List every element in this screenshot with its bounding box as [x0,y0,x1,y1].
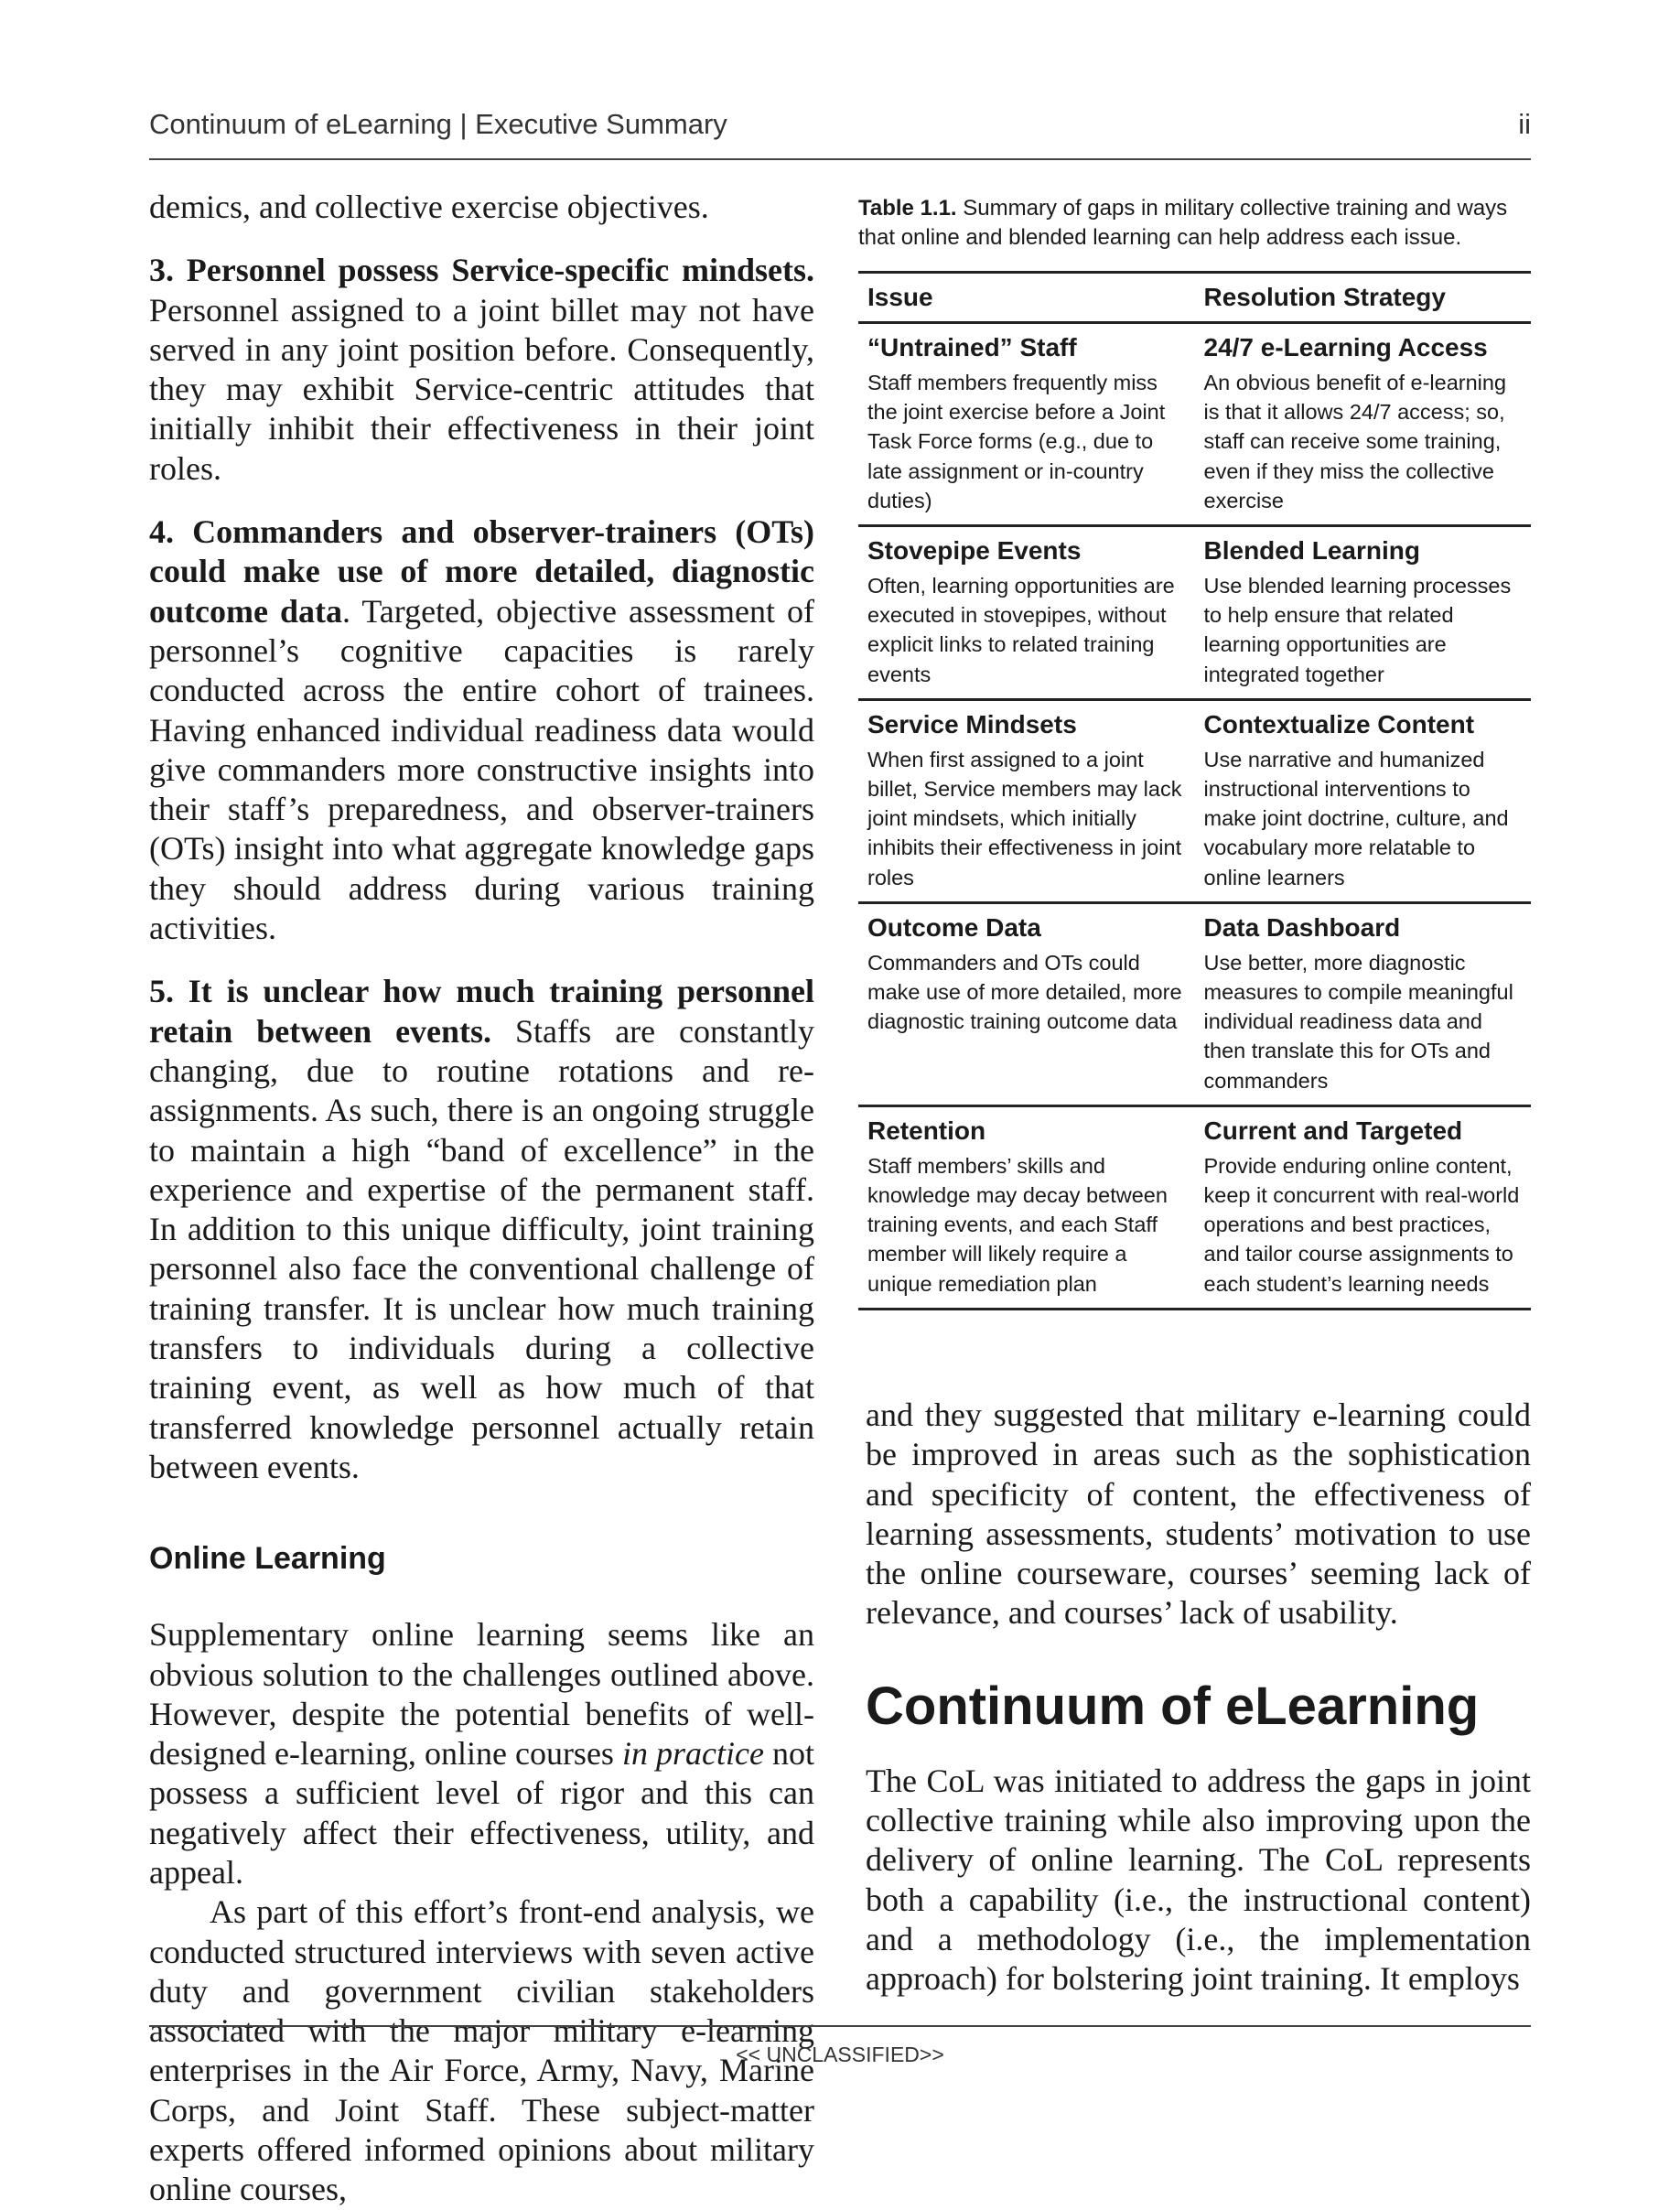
strategy-text: An obvious benefit of e-learning is that it allows 24/7 access; so, staff can receive some training, even if they miss the collective exercise [1203,371,1507,512]
footer-divider [149,2025,1531,2027]
issue-title: Stovepipe Events [867,536,1082,566]
column-header-strategy: Resolution Strategy [1203,283,1446,311]
gaps-table [858,271,1531,1310]
section-heading-online-learning: Online Learning [149,1541,386,1577]
paragraph-point-4 [149,512,814,948]
ol-text-b: not possess a sufficient level of rigor and this can negatively affect their effectiveness, utility, and appeal. [149,1735,814,1891]
paragraph-point-5 [149,972,814,1487]
issue-cell [858,902,1195,1105]
table-row [858,526,1531,700]
issue-title: Outcome Data [867,912,1041,942]
ol-text-a: Supplementary online learning seems like an obvious solution to the challenges outlined above. However, despite the potential benefits of well-designed e-learning, online courses [149,1616,814,1773]
page-header [149,108,1531,159]
page-number: ii [1518,108,1531,140]
paragraph-interviews-continued: and they suggested that military e-learning could be improved in areas such as the sophistication and specificity of content, the effectiveness of learning assessments, students’ motivation to use the online courseware, courses’ seeming lack of relevance, and courses’ lack of usability. [866,1396,1531,1632]
table-row [858,1105,1531,1309]
strategy-title: Current and Targeted [1203,1116,1463,1145]
issue-text: Staff members’ skills and knowledge may decay between training events, and each Staff member will likely require a unique remediation plan [867,1153,1168,1296]
point-4-heading: 4. Commanders and observer-trainers (OTs) could make use of more detailed, diagnostic outcome data [149,513,814,630]
strategy-cell [1195,526,1532,700]
issue-text: Staff members frequently miss the joint exercise before a Joint Task Force forms (e.g., due to late assignment or in-country duties) [867,371,1166,512]
point-3-heading: 3. Personnel possess Service-specific mindsets. [149,252,814,289]
table-row [858,699,1531,902]
paragraph-col-intro: The CoL was initiated to address the gaps in joint collective training while also improving upon the delivery of online learning. The CoL represents both a capability (i.e., the instructional content) and a methodology (i.e., the implementation approach) for bolstering joint training. It employs [866,1762,1531,1998]
strategy-text: Use better, more diagnostic measures to compile meaningful individual readiness data and then translate this for OTs and commanders [1203,950,1513,1093]
column-header-issue: Issue [867,283,933,311]
point-5-heading: 5. It is unclear how much training personnel retain between events. [149,973,814,1050]
left-column [149,188,814,2210]
table-caption [858,194,1531,253]
strategy-title: 24/7 e-Learning Access [1203,333,1488,361]
strategy-text: Use narrative and humanized instructional interventions to make joint doctrine, culture, and vocabulary more relatable to online learners [1203,747,1509,889]
section-heading-continuum: Continuum of eLearning [866,1676,1480,1736]
strategy-cell [1195,699,1532,902]
paragraph-point-3 [149,251,814,489]
strategy-title: Data Dashboard [1203,912,1401,942]
table-caption-text: Summary of gaps in military collective training and ways that online and blended learning can help address each issue. [858,196,1508,250]
paragraph-continuation: demics, and collective exercise objectives. [149,189,709,225]
issue-text: When first assigned to a joint billet, Service members may lack joint mindsets, which initially inhibits their effectiveness in joint roles [867,747,1182,889]
strategy-cell [1195,323,1532,526]
issue-cell [858,526,1195,700]
table-header-row [858,273,1531,323]
table-row [858,902,1531,1105]
paragraph-online-learning-1 [149,1615,814,1892]
issue-cell [858,323,1195,526]
issue-title: “Untrained” Staff [867,333,1077,361]
strategy-title: Contextualize Content [1203,709,1475,738]
point-3-text: Personnel assigned to a joint billet may not have served in any joint position before. Consequently, they may exhibit Service-centric attitudes that initially inhibit their effectiveness in their joint roles. [149,291,814,487]
classification-marking: << UNCLASSIFIED>> [736,2043,944,2066]
issue-text: Commanders and OTs could make use of more detailed, more diagnostic training outcome data [867,950,1182,1034]
running-title: Continuum of eLearning | Executive Summary [149,108,727,140]
ol-italic-text: in practice [621,1735,764,1773]
paragraph-online-learning-2: As part of this effort’s front-end analysis, we conducted structured interviews with seven active duty and government civilian stakeholders associated with the major military e-learning enterprises in the Air Force, Army, Navy, Marine Corps, and Joint Staff. These subject-matter experts offered informed opinions about military online courses, [149,1893,814,2208]
issue-cell [858,699,1195,902]
table-caption-label: Table 1.1. [858,196,957,221]
issue-title: Retention [867,1116,986,1145]
strategy-text: Use blended learning processes to help ensure that related learning opportunities are integrated together [1203,574,1512,686]
strategy-title: Blended Learning [1203,536,1420,566]
strategy-text: Provide enduring online content, keep it concurrent with real-world operations and best practices, and tailor course assignments to each student’s learning needs [1203,1153,1520,1296]
issue-text: Often, learning opportunities are executed in stovepipes, without explicit links to related training events [867,574,1175,686]
issue-cell [858,1105,1195,1309]
right-column [866,1396,1531,2000]
strategy-cell [1195,902,1532,1105]
point-4-text: . Targeted, objective assessment of personnel’s cognitive capacities is rarely conducted across the entire cohort of trainees. Having enhanced individual readiness data would give commanders more constructive insights into their staff’s preparedness, and observer-trainers (OTs) insight into what aggregate knowledge gaps they should address during various training activities. [149,592,814,947]
strategy-cell [1195,1105,1532,1309]
header-divider [149,158,1531,160]
point-5-text: Staffs are constantly changing, due to routine rotations and re-assignments. As such, there is an ongoing struggle to maintain a high “band of excellence” in the experience and expertise of the permanent staff. In addition to this unique difficulty, joint training personnel also face the conventional challenge of training transfer. It is unclear how much training transfers to individuals during a collective training event, as well as how much of that transferred knowledge personnel actually retain between events. [149,1012,814,1485]
table-row [858,323,1531,526]
issue-title: Service Mindsets [867,709,1077,738]
